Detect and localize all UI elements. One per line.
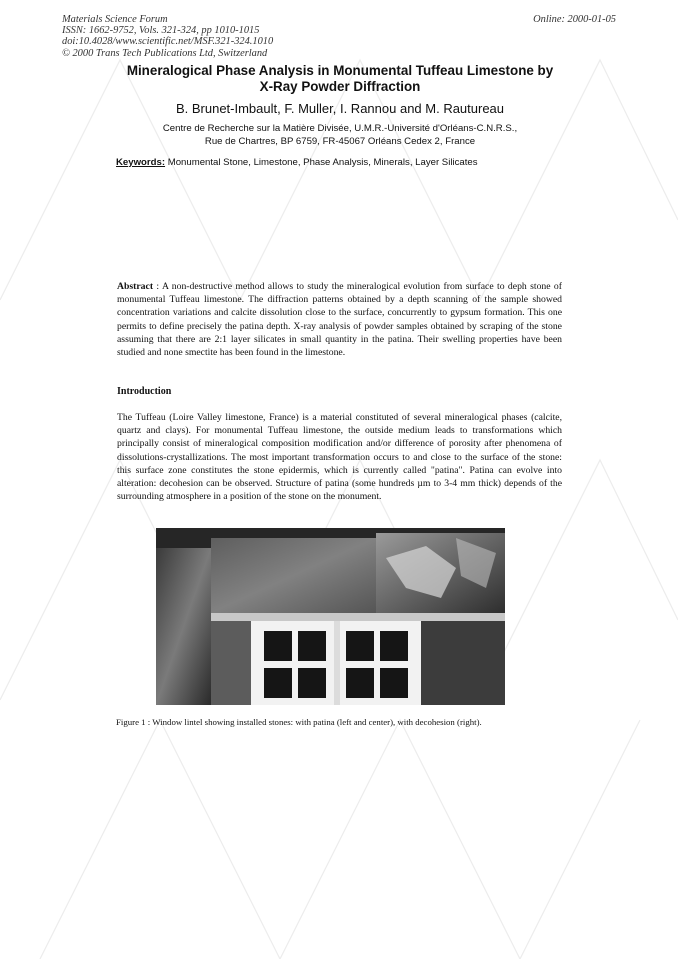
issn-line: ISSN: 1662-9752, Vols. 321-324, pp 1010-1015 bbox=[62, 25, 260, 37]
abstract-label: Abstract bbox=[117, 281, 154, 292]
journal-name: Materials Science Forum bbox=[62, 14, 168, 25]
copyright-line: © 2000 Trans Tech Publications Ltd, Switzerland bbox=[62, 47, 268, 59]
section-heading-introduction: Introduction bbox=[117, 386, 172, 397]
keywords bbox=[116, 157, 586, 168]
keywords-text: Monumental Stone, Limestone, Phase Analysis, Minerals, Layer Silicates bbox=[165, 157, 478, 168]
paper-title bbox=[60, 63, 620, 94]
authors: B. Brunet-Imbault, F. Muller, I. Rannou and M. Rautureau bbox=[175, 101, 505, 116]
figure-1-photo bbox=[156, 528, 505, 705]
title-line-2: X-Ray Powder Diffraction bbox=[259, 78, 421, 94]
doi-line[interactable]: doi:10.4028/www.scientific.net/MSF.321-324.1010 bbox=[62, 36, 274, 48]
affiliation-line-1: Centre de Recherche sur la Matière Divisée, U.M.R.-Université d'Orléans-C.N.R.S., bbox=[162, 123, 518, 134]
title-line-1: Mineralogical Phase Analysis in Monumental Tuffeau Limestone by bbox=[126, 63, 554, 78]
affiliation bbox=[60, 123, 620, 148]
introduction-paragraph: The Tuffeau (Loire Valley limestone, France) is a material constituted of several mineralogical phases (calcite, quartz and clays). For monumental Tuffeau limestone, the outside medium leads to transformations which principally consist of mineralogical composition modification and/or difference of porosity after phenomena of dissolutions-crystallizations. The most important transformation occurs to and close to the surface of the stone: this surface zone constitutes the stone epidermis, which is currently called "patina". Patina can evolve into alteration: decohesion can be observed. Structure of patina (some hundreds µm to 3-4 mm thick) depends of the surrounding atmosphere in a position of the stone on the monument. bbox=[117, 412, 562, 503]
affiliation-line-2: Rue de Chartres, BP 6759, FR-45067 Orléans Cedex 2, France bbox=[204, 135, 476, 147]
figure-1-caption: Figure 1 : Window lintel showing installed stones: with patina (left and center), with decohesion (right). bbox=[116, 717, 482, 727]
abstract bbox=[117, 280, 562, 359]
online-date: Online: 2000-01-05 bbox=[533, 14, 616, 25]
abstract-text: : A non-destructive method allows to study the mineralogical evolution from surface to deph stone of monumental Tuffeau limestone. The diffraction patterns obtained by a depth scanning of the sample showed concentration variations and calcite dissolution close to the surface, concurrently to gypsum formation. This one permits to define precisely the patina depth. X-ray analysis of powder samples obtained by scraping of the stone assuming that there are 2:1 layer silicates in small quantity in the patina. Their swelling properties have been studied and none smectite has been found in the limestone. bbox=[117, 281, 562, 359]
keywords-label: Keywords: bbox=[116, 157, 166, 168]
